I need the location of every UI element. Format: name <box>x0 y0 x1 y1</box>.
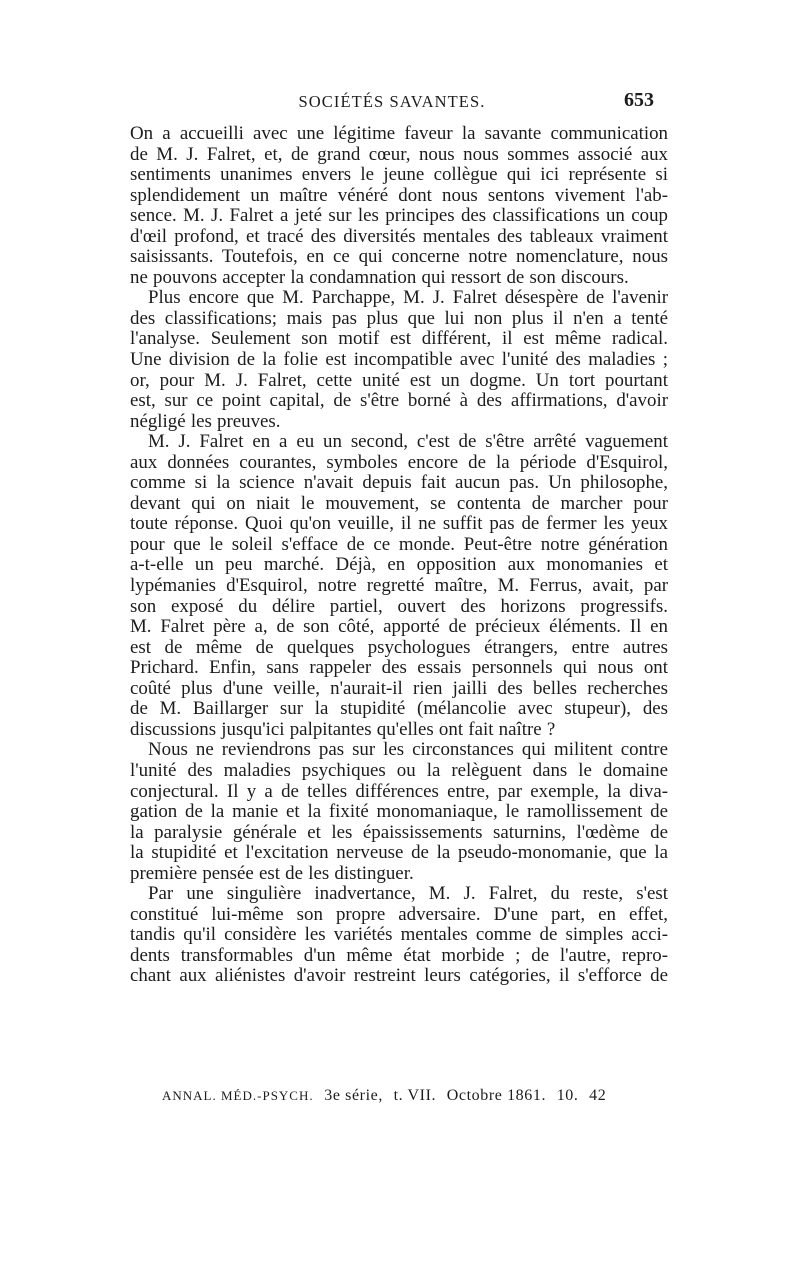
text-line: coûté plus d'une veille, n'aurait-il rien jailli des belles recherches <box>130 677 668 699</box>
text-line: M. Falret père a, de son côté, apporté de précieux éléments. Il en <box>130 616 668 638</box>
journal-abbreviation: ANNAL. MÉD.-PSYCH. <box>162 1088 314 1103</box>
text-line: l'analyse. Seulement son motif est différent, il est même radical. <box>130 328 668 350</box>
signature-mark: 42 <box>589 1087 607 1104</box>
text-line: conjectural. Il y a de telles différences entre, par exemple, la diva- <box>130 780 668 802</box>
text-line: sence. M. J. Falret a jeté sur les principes des classifications un coup <box>130 205 668 227</box>
text-line: est de même de quelques psychologues étrangers, entre autres <box>130 636 668 658</box>
text-line: On a accueilli avec une légitime faveur la savante communication <box>130 123 668 144</box>
text-line: toute réponse. Quoi qu'on veuille, il ne suffit pas de fermer les yeux <box>130 513 668 535</box>
text-line: lypémanies d'Esquirol, notre regretté maître, M. Ferrus, avait, par <box>130 575 668 597</box>
text-line: or, pour M. J. Falret, cette unité est un dogme. Un tort pourtant <box>130 369 668 391</box>
text-line: pour que le soleil s'efface de ce monde. Peut-être notre génération <box>130 533 668 555</box>
text-line: constitué lui-même son propre adversaire. D'une part, en effet, <box>130 903 668 925</box>
series-label: 3e série, <box>324 1087 383 1104</box>
text-line: la paralysie générale et les épaississements saturnins, l'œdème de <box>130 821 668 843</box>
text-line: ne pouvons accepter la condamnation qui ressort de son discours. <box>130 266 629 288</box>
text-line: dents transformables d'un même état morbide ; de l'autre, repro- <box>130 944 668 966</box>
text-line: aux données courantes, symboles encore de la période d'Esquirol, <box>130 451 668 473</box>
text-line: son exposé du délire partiel, ouvert des horizons progressifs. <box>130 595 668 617</box>
text-line: première pensée est de les distinguer. <box>130 862 414 884</box>
text-line: la stupidité et l'excitation nerveuse de la pseudo-monomanie, que la <box>130 842 668 864</box>
body-text <box>130 124 668 987</box>
text-line: de M. J. Falret, et, de grand cœur, nous nous sommes associé aux <box>130 143 668 165</box>
page-number: 653 <box>624 89 654 111</box>
issue-number: 10. <box>556 1087 579 1104</box>
text-line: devant qui on niait le mouvement, se contenta de marcher pour <box>130 492 668 514</box>
running-title: SOCIÉTÉS SAVANTES. <box>298 92 486 111</box>
text-line: discussions jusqu'ici palpitantes qu'elles ont fait naître ? <box>130 718 556 740</box>
text-line: gation de la manie et la fixité monomaniaque, le ramollissement de <box>130 801 668 823</box>
page-header <box>130 89 654 116</box>
paragraph-start-line: Par une singulière inadvertance, M. J. Falret, du reste, s'est <box>148 883 668 905</box>
paragraph-start-line: Nous ne reviendrons pas sur les circonstances qui militent contre <box>148 739 668 761</box>
text-line: a-t-elle un peu marché. Déjà, en opposition aux monomanies et <box>130 554 668 576</box>
page-footer <box>162 1087 634 1105</box>
text-line: tandis qu'il considère les variétés mentales comme de simples acci- <box>130 924 668 946</box>
text-line: Une division de la folie est incompatible avec l'unité des maladies ; <box>130 349 668 371</box>
text-line: Prichard. Enfin, sans rappeler des essais personnels qui nous ont <box>130 657 668 679</box>
paragraph-start-line: Plus encore que M. Parchappe, M. J. Falret désespère de l'avenir <box>148 287 668 309</box>
text-line: saisissants. Toutefois, en ce qui concerne notre nomenclature, nous <box>130 246 668 268</box>
text-line: chant aux aliénistes d'avoir restreint leurs catégories, il s'efforce de <box>130 965 668 987</box>
text-line: sentiments unanimes envers le jeune collègue qui ici représente si <box>130 164 668 186</box>
issue-date: Octobre 1861. <box>446 1087 547 1104</box>
tome-label: t. VII. <box>393 1087 437 1104</box>
text-line: des classifications; mais pas plus que lui non plus il n'en a tenté <box>130 307 668 329</box>
text-line: négligé les preuves. <box>130 410 281 432</box>
text-line: de M. Baillarger sur la stupidité (mélancolie avec stupeur), des <box>130 698 668 720</box>
text-line: splendidement un maître vénéré dont nous sentons vivement l'ab- <box>130 184 668 206</box>
text-line: l'unité des maladies psychiques ou la relèguent dans le domaine <box>130 759 668 781</box>
text-line: d'œil profond, et tracé des diversités mentales des tableaux vraiment <box>130 225 668 247</box>
text-line: comme si la science n'avait depuis fait aucun pas. Un philosophe, <box>130 472 668 494</box>
paragraph-start-line: M. J. Falret en a eu un second, c'est de s'être arrêté vaguement <box>148 431 668 453</box>
text-line: est, sur ce point capital, de s'être borné à des affirmations, d'avoir <box>130 390 668 412</box>
